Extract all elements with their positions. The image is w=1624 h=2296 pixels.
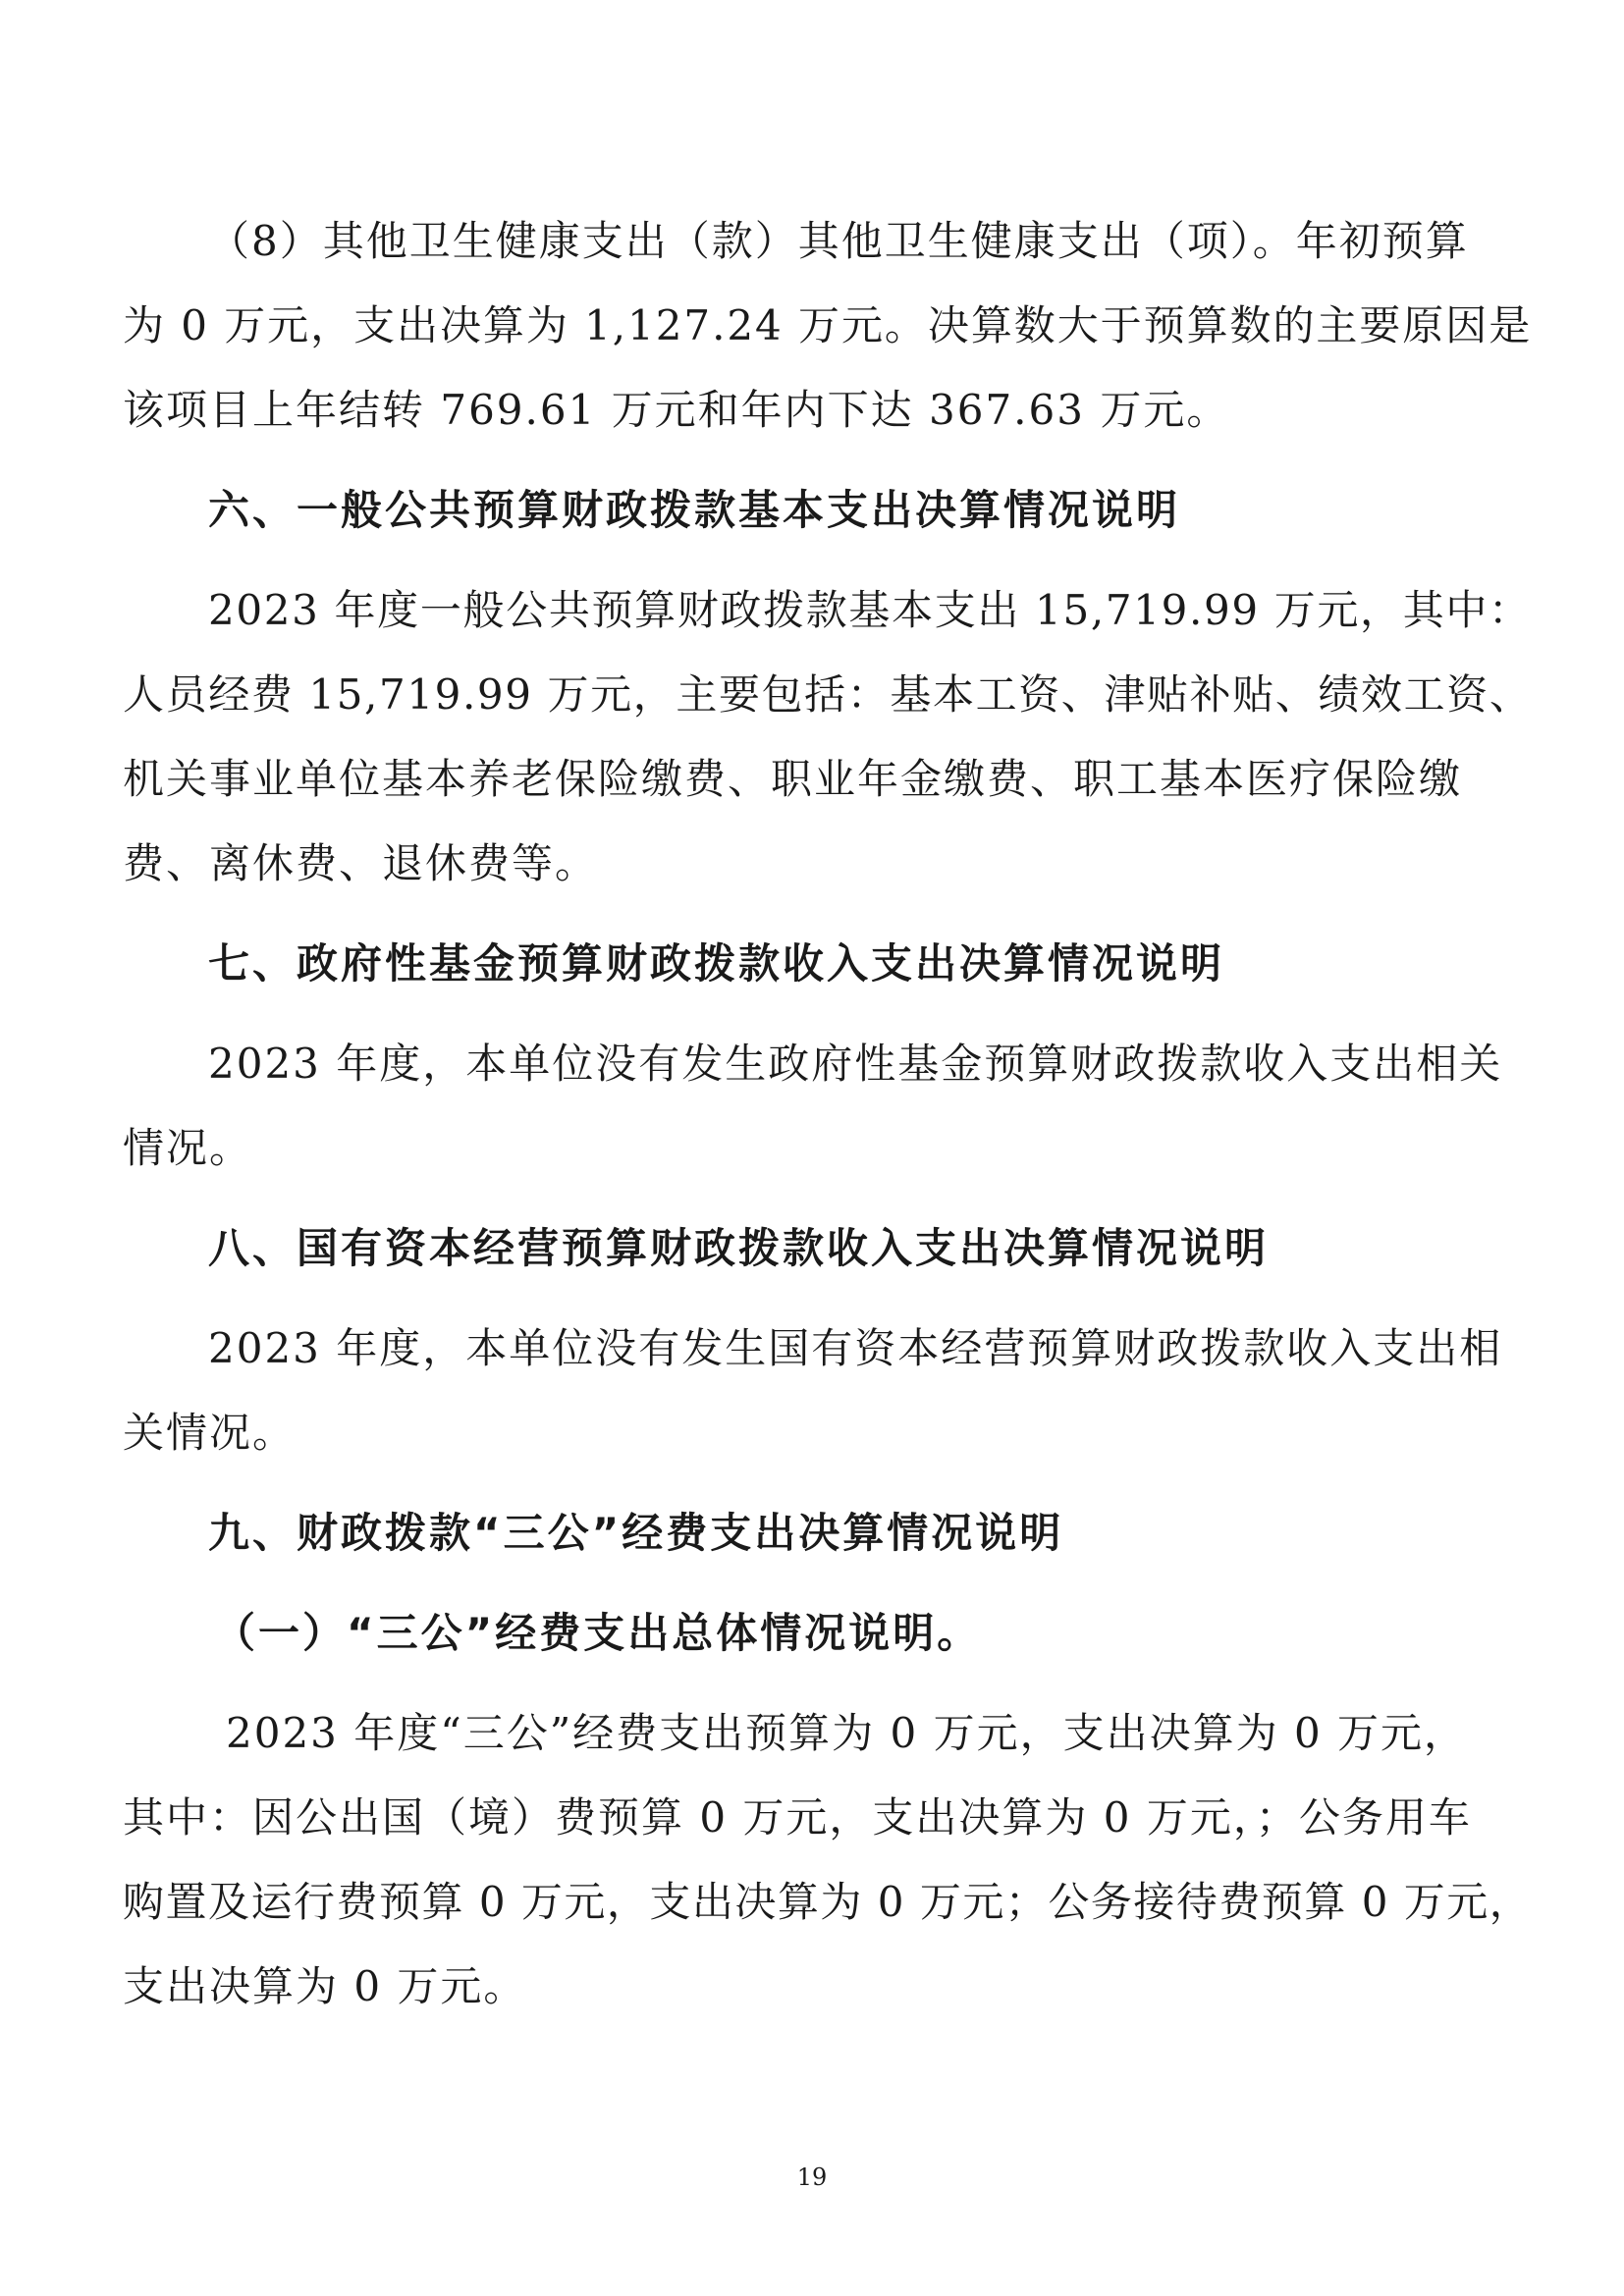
section-heading: 六、一般公共预算财政拨款基本支出决算情况说明 (208, 486, 1181, 534)
paragraph-line: 费、离休费、退休费等。 (123, 839, 599, 887)
section-heading: 九、财政拨款“三公”经费支出决算情况说明 (208, 1509, 1064, 1557)
section-heading: 八、国有资本经营预算财政拨款收入支出决算情况说明 (208, 1224, 1270, 1272)
paragraph-line: 其中：因公出国（境）费预算 0 万元，支出决算为 0 万元，；公务用车 (123, 1793, 1472, 1842)
subsection-heading: （一）“三公”经费支出总体情况说明。 (214, 1609, 982, 1657)
paragraph-line: 2023 年度一般公共预算财政拨款基本支出 15,719.99 万元，其中： (208, 586, 1532, 634)
paragraph-line: 机关事业单位基本养老保险缴费、职业年金缴费、职工基本医疗保险缴 (123, 755, 1463, 803)
paragraph-line: 为 0 万元，支出决算为 1,127.24 万元。决算数大于预算数的主要原因是 (123, 301, 1533, 349)
paragraph-line: 情况。 (123, 1124, 253, 1172)
paragraph-line: 2023 年度“三公”经费支出预算为 0 万元，支出决算为 0 万元， (226, 1709, 1468, 1757)
page-number: 19 (796, 2163, 828, 2191)
paragraph-line: 关情况。 (123, 1409, 297, 1457)
paragraph-line: 人员经费 15,719.99 万元，主要包括：基本工资、津贴补贴、绩效工资、 (123, 670, 1533, 719)
paragraph-line: （8）其他卫生健康支出（款）其他卫生健康支出（项）。年初预算 (208, 217, 1469, 265)
paragraph-line: 购置及运行费预算 0 万元，支出决算为 0 万元；公务接待费预算 0 万元， (123, 1878, 1533, 1926)
paragraph-line: 支出决算为 0 万元。 (123, 1962, 527, 2010)
section-heading: 七、政府性基金预算财政拨款收入支出决算情况说明 (208, 939, 1225, 988)
paragraph-line: 2023 年度，本单位没有发生政府性基金预算财政拨款收入支出相关 (208, 1040, 1503, 1088)
paragraph-line: 2023 年度，本单位没有发生国有资本经营预算财政拨款收入支出相 (208, 1324, 1503, 1372)
paragraph-line: 该项目上年结转 769.61 万元和年内下达 367.63 万元。 (123, 386, 1230, 434)
